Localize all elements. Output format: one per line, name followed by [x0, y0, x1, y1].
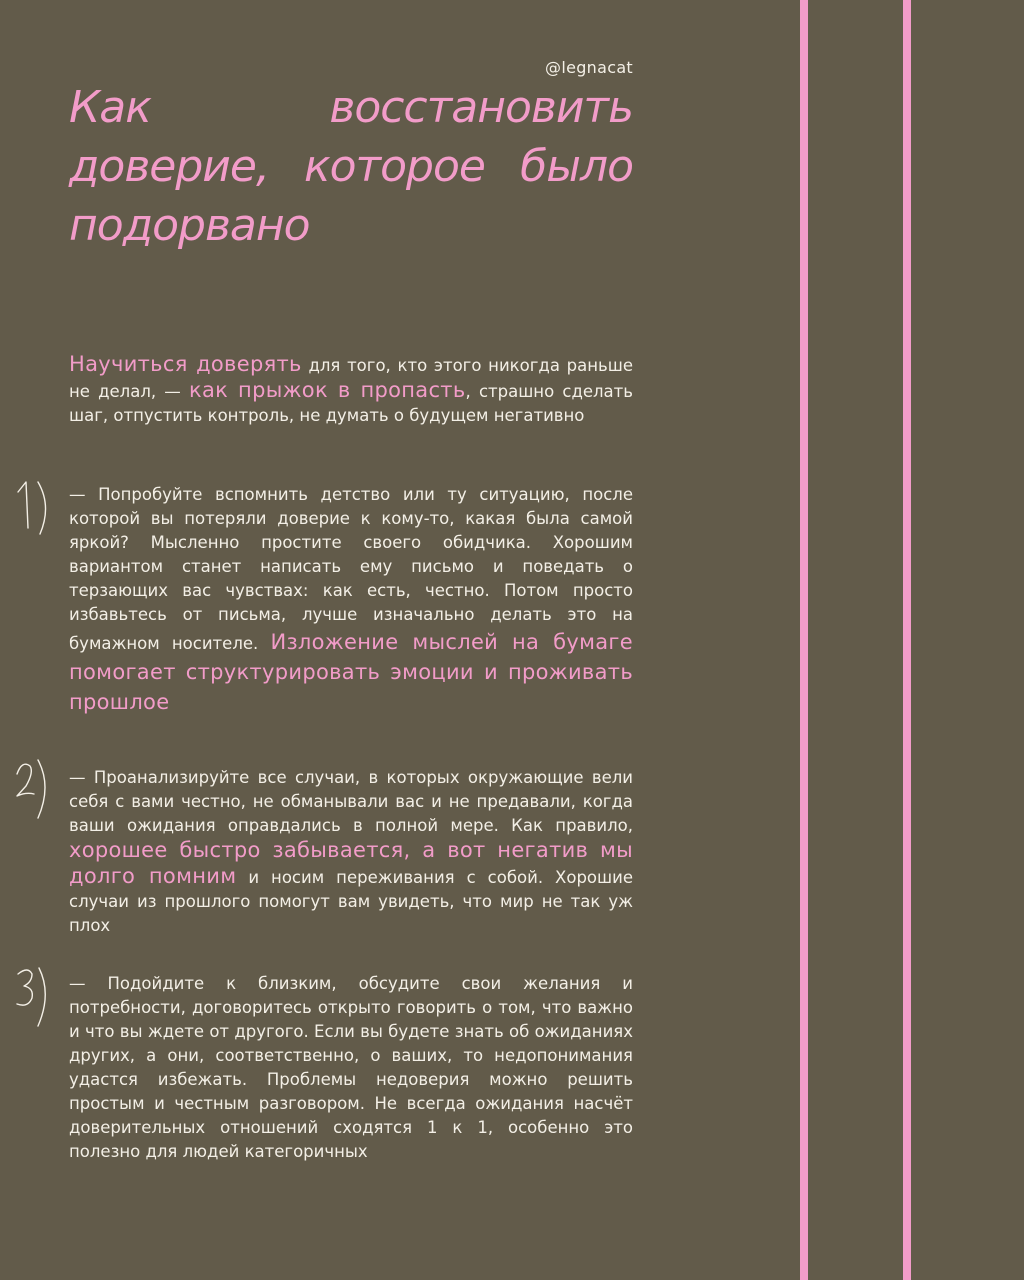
intro-section — [69, 352, 633, 428]
item-1-highlight: Изложение мыслей на бумаге помогает структурировать эмоции и проживать прошлое — [69, 630, 633, 714]
item-1-paragraph — [69, 483, 633, 717]
item-3-section — [69, 972, 633, 1164]
item-3-paragraph: — Подойдите к близким, обсудите свои желания и потребности, договоритесь открыто говорить о том, что важно и что вы ждете от другого. Если вы будете знать об ожиданиях других, а они, соответственно, о ваших, то недопонимания удастся избежать. Проблемы недоверия можно решить простым и честным разговором. Не всегда ожидания насчёт доверительных отношений сходятся 1 к 1, особенно это полезно для людей категоричных — [69, 974, 633, 1161]
handwritten-number-2 — [12, 752, 52, 822]
item-1-text: — Попробуйте вспомнить детство или ту ситуацию, после которой вы потеряли доверие к кому-то, какая была самой яркой? Мысленно простите своего обидчика. Хорошим вариантом станет написать ему письмо и поведать о терзающих вас чувствах: как есть, честно. Потом просто избавьтесь от письма, лучше изначально делать это на бумажном носителе. — [69, 485, 633, 653]
intro-paragraph — [69, 352, 633, 428]
decorative-stripe-right — [903, 0, 911, 1280]
handwritten-number-3 — [12, 958, 52, 1028]
item-1-section — [69, 483, 633, 717]
number-1-glyph — [12, 470, 52, 540]
item-2-paragraph — [69, 766, 633, 938]
intro-text-2: , страшно сделать шаг, отпустить контроль, не думать о будущем негативно — [69, 382, 633, 425]
author-handle: @legnacat — [545, 58, 633, 77]
item-2-highlight: хорошее быстро забывается, а вот негатив мы долго помним — [69, 838, 633, 888]
intro-highlight-trust: Научиться доверять — [69, 352, 302, 376]
number-3-glyph — [12, 958, 52, 1028]
page-title: Как восстановить доверие, которое было подорвано — [69, 82, 633, 251]
item-2-text-before: — Проанализируйте все случаи, в которых окружающие вели себя с вами честно, не обманывали вас и не предавали, когда ваши ожидания оправдались в полной мере. Как правило, — [69, 768, 633, 835]
intro-text-1: для того, кто этого никогда раньше не делал, — — [69, 356, 633, 401]
number-2-glyph — [12, 752, 52, 822]
item-2-section — [69, 766, 633, 938]
handwritten-number-1 — [12, 470, 52, 540]
item-2-text-after: и носим переживания с собой. Хорошие случаи из прошлого помогут вам увидеть, что мир не так уж плох — [69, 868, 633, 935]
decorative-stripe-left — [800, 0, 808, 1280]
intro-highlight-leap: как прыжок в пропасть — [189, 378, 466, 402]
